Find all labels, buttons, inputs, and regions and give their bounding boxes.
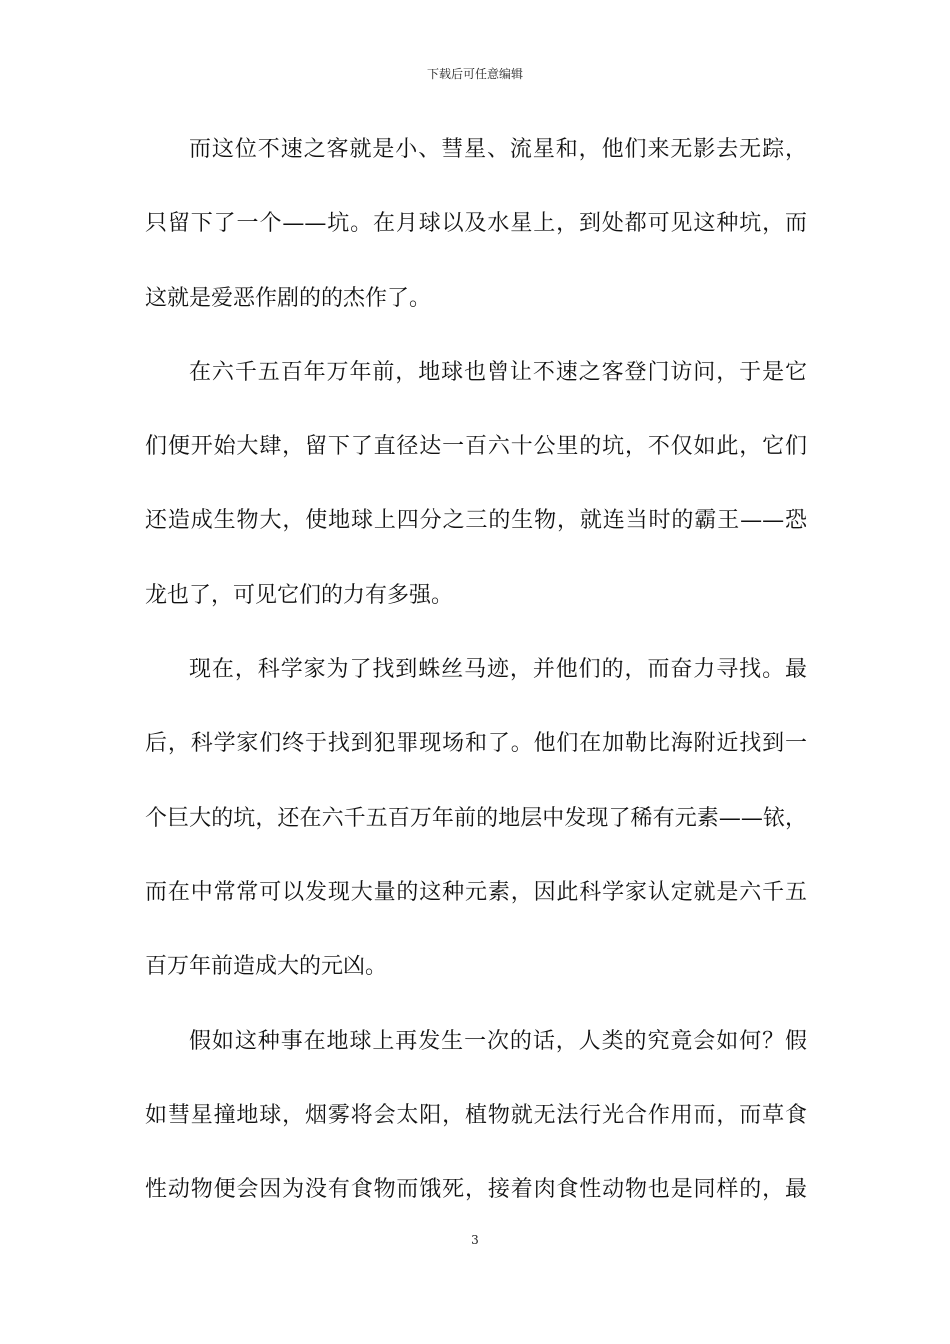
text-line: 后，科学家们终于找到犯罪现场和了。他们在加勒比海附近找到一 [145, 731, 807, 757]
body-text [145, 126, 807, 1240]
text-line: 而在中常常可以发现大量的这种元素，因此科学家认定就是六千五 [145, 879, 807, 905]
text-line: 个巨大的坑，还在六千五百万年前的地层中发现了稀有元素——铱， [145, 805, 807, 831]
text-line: 们便开始大肆，留下了直径达一百六十公里的坑，不仅如此，它们 [145, 434, 807, 460]
text-line: 而这位不速之客就是小、彗星、流星和，他们来无影去无踪， [189, 137, 807, 162]
page-header: 下载后可任意编辑 [426, 67, 523, 81]
text-line: 百万年前造成大的元凶。 [145, 954, 388, 980]
text-line: 假如这种事在地球上再发生一次的话，人类的究竟会如何？假 [189, 1028, 807, 1054]
text-line: 龙也了，可见它们的力有多强。 [145, 582, 454, 608]
page-number: 3 [471, 1233, 479, 1247]
text-line: 如彗星撞地球，烟雾将会太阳，植物就无法行光合作用而，而草食 [145, 1102, 807, 1128]
text-line: 只留下了一个——坑。在月球以及水星上，到处都可见这种坑，而 [145, 211, 807, 237]
text-line: 性动物便会因为没有食物而饿死，接着肉食性动物也是同样的，最 [145, 1177, 807, 1203]
text-line: 还造成生物大，使地球上四分之三的生物，就连当时的霸王——恐 [145, 508, 807, 534]
text-line: 在六千五百年万年前，地球也曾让不速之客登门访问，于是它 [189, 359, 807, 385]
text-line: 这就是爱恶作剧的的杰作了。 [145, 285, 432, 311]
text-line: 现在，科学家为了找到蛛丝马迹，并他们的，而奋力寻找。最 [189, 657, 807, 683]
